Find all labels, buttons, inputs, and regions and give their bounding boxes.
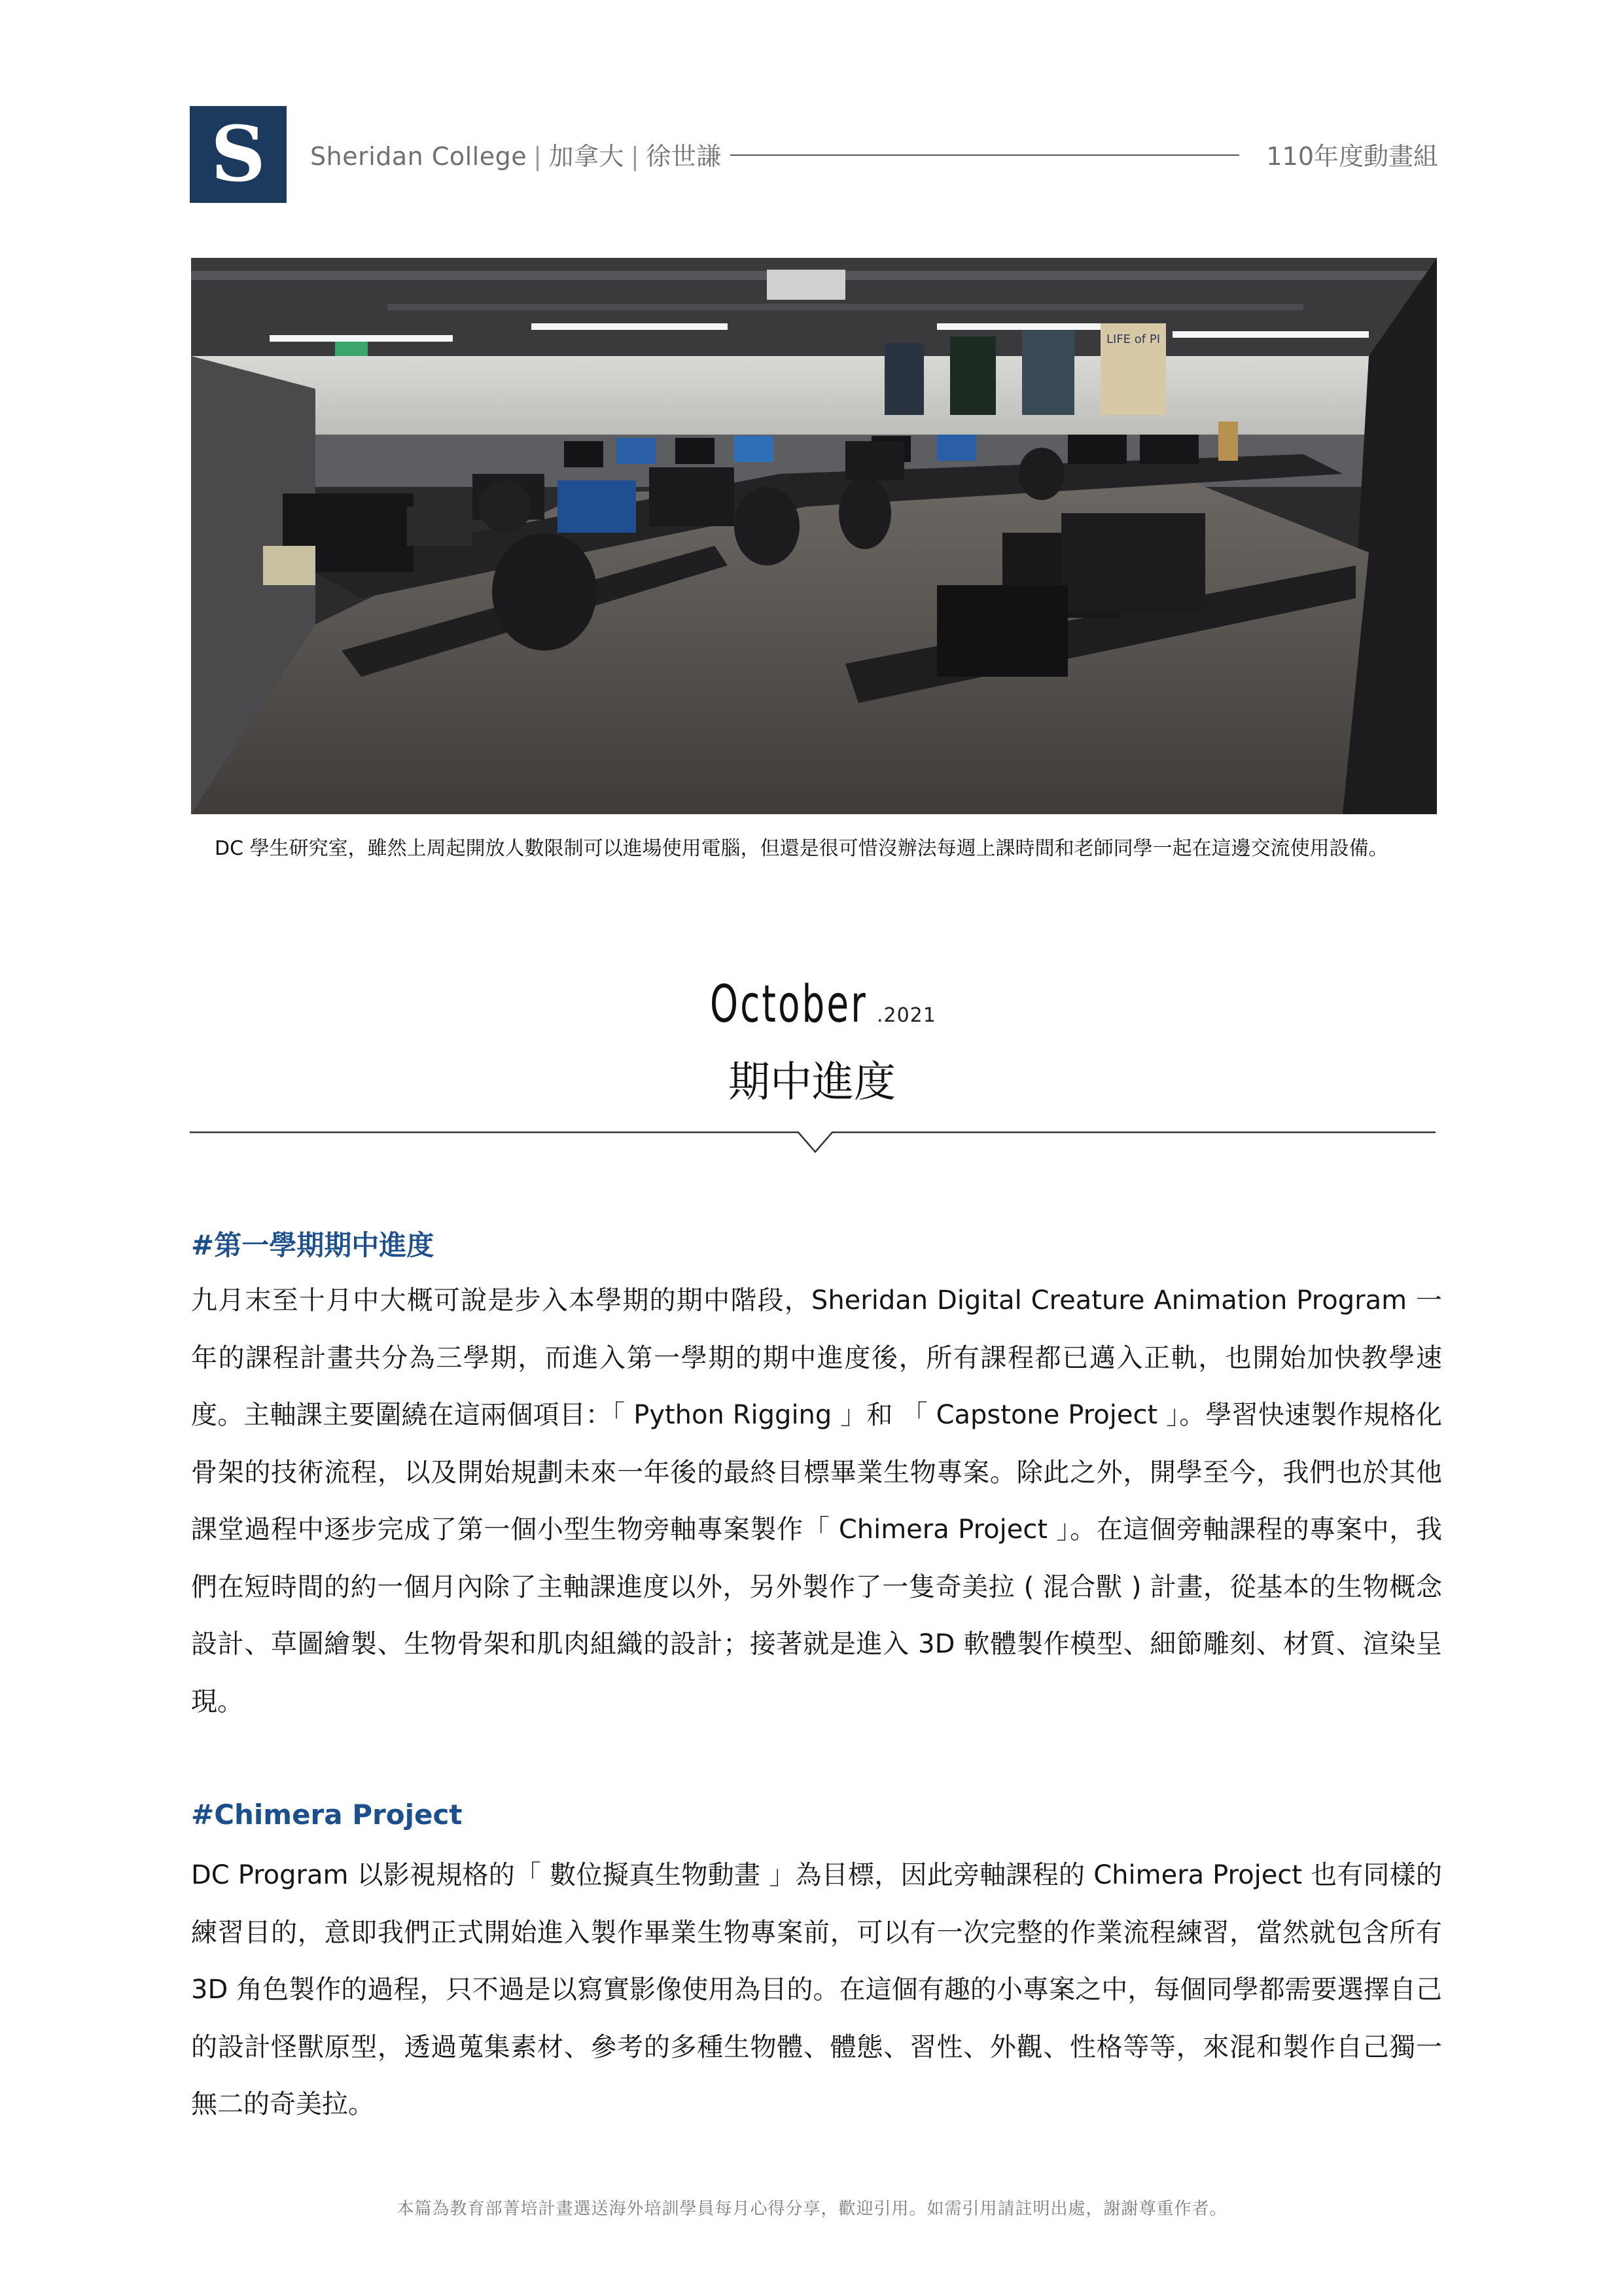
month-label: October bbox=[710, 975, 868, 1034]
header-info: Sheridan College | 加拿大 | 徐世謙 bbox=[310, 142, 722, 171]
section-body-midterm: 九月末至十月中大概可說是步入本學期的期中階段，Sheridan Digital Creature Animation Program 一年的課程計畫共分為三學期，而進入第一學期的期中進度後，所有課程都已邁入正軌，也開始加快教學速度。主軸課主要圍繞在這兩個項目：「 Python Rigging 」和 「 Capstone Project 」。學習快速製作規格化骨架的技術流程，以及開始規劃未來一年後的最終目標畢業生物專案。除此之外，開學至今，我們也於其他課堂過程中逐步完成了第一個小型生物旁軸專案製作「 Chimera Project 」。在這個旁軸課程的專案中，我們在短時間的約一個月內除了主軸課進度以外，另外製作了一隻奇美拉 ( 混合獸 ) 計畫，從基本的生物概念設計、草圖繪製、生物骨架和肌肉組織的設計；接著就是進入 3D 軟體製作模型、細節雕刻、材質、渲染呈現。 bbox=[191, 1285, 1442, 1717]
country-name: 加拿大 bbox=[548, 142, 624, 171]
title-divider bbox=[190, 1121, 1436, 1157]
author-name: 徐世謙 bbox=[646, 142, 722, 171]
header-rule bbox=[730, 154, 1239, 156]
logo-letter: S bbox=[211, 110, 266, 199]
footer-note: 本篇為教育部菁培計畫選送海外培訓學員每月心得分享，歡迎引用。如需引用請註明出處，謝謝尊重作者。 bbox=[397, 2199, 1227, 2219]
school-name: Sheridan College bbox=[310, 142, 527, 171]
section-heading-midterm: #第一學期期中進度 bbox=[191, 1229, 434, 1261]
photo-caption: DC 學生研究室，雖然上周起開放人數限制可以進場使用電腦，但還是很可惜沒辦法每週上課時間和老師同學一起在這邊交流使用設備。 bbox=[215, 837, 1388, 860]
year-label: .2021 bbox=[876, 1004, 936, 1027]
sheridan-logo bbox=[190, 106, 287, 203]
section-body-chimera: DC Program 以影視規格的「 數位擬真生物動畫 」為目標，因此旁軸課程的 Chimera Project 也有同樣的練習目的，意即我們正式開始進入製作畢業生物專案前，可以有一次完整的作業流程練習，當然就包含所有 3D 角色製作的過程，只不過是以寫實影像使用為目的。在這個有趣的小專案之中，每個同學都需要選擇自己的設計怪獸原型，透過蒐集素材、參考的多種生物體、體態、習性、外觀、性格等等，來混和製作自己獨一無二的奇美拉。 bbox=[191, 1860, 1442, 2119]
program-year: 110年度動畫組 bbox=[1266, 142, 1438, 171]
poster-title: LIFE of PI bbox=[1106, 332, 1161, 346]
month-title bbox=[0, 975, 1624, 1034]
page-subtitle: 期中進度 bbox=[728, 1058, 896, 1107]
section-heading-chimera: #Chimera Project bbox=[191, 1799, 463, 1831]
lab-photo bbox=[191, 258, 1437, 814]
